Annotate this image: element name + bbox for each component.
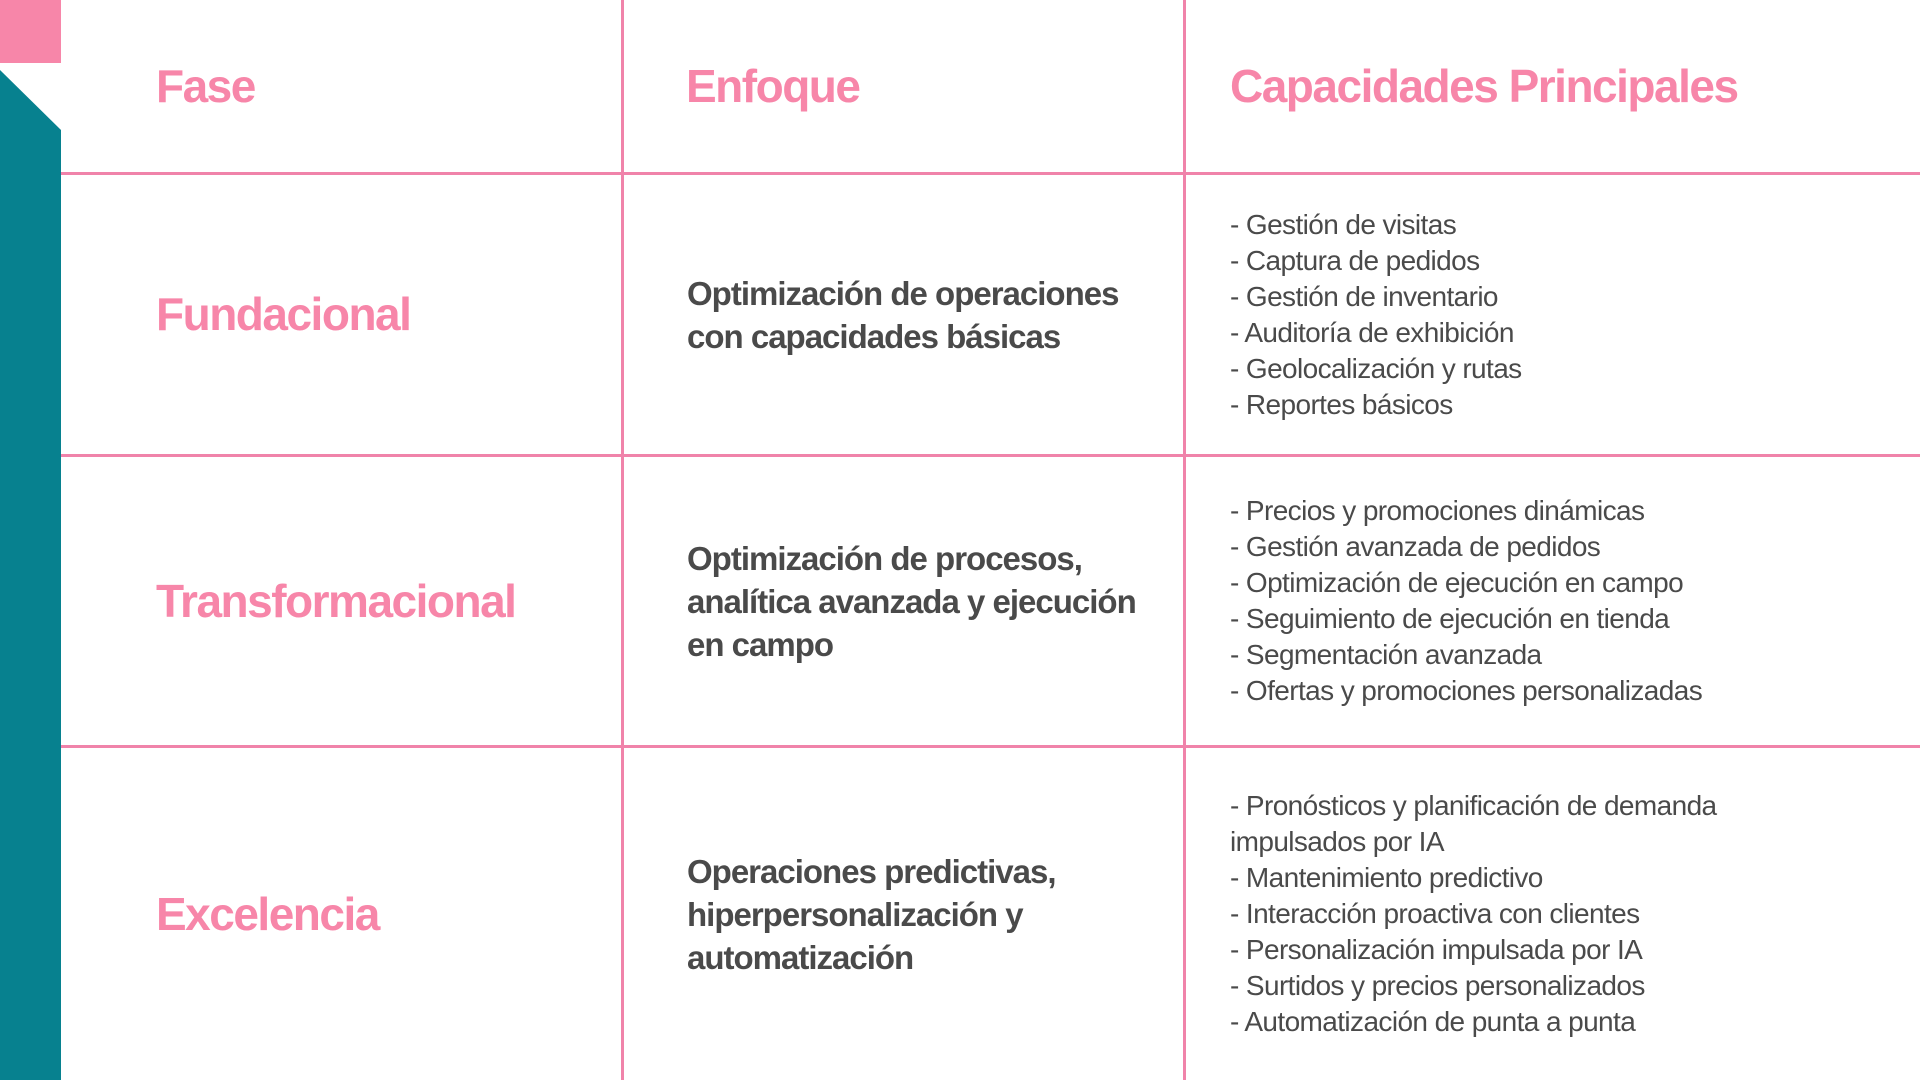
capability-item: - Captura de pedidos	[1230, 244, 1480, 276]
capability-item: - Automatización de punta a punta	[1230, 1006, 1636, 1037]
capability-item: - Gestión avanzada de pedidos	[1230, 531, 1601, 562]
capabilities-list	[1230, 493, 1900, 709]
capability-item: - Geolocalización y rutas	[1230, 352, 1522, 384]
capability-item: - Gestión de inventario	[1230, 280, 1498, 312]
capability-item: - Interacción proactiva con clientes	[1230, 898, 1640, 929]
capability-item: - Auditoría de exhibición	[1230, 316, 1514, 348]
capability-item: - Segmentación avanzada	[1230, 639, 1542, 670]
capabilities-list	[1230, 207, 1900, 423]
header-focus: Enfoque	[686, 59, 860, 112]
capability-item: - Mantenimiento predictivo	[1230, 862, 1543, 893]
pink-corner-decoration	[0, 0, 61, 63]
focus-cell-2	[687, 457, 1167, 745]
teal-side-band	[0, 70, 61, 1080]
header-phase: Fase	[156, 59, 255, 112]
capability-item: - Precios y promociones dinámicas	[1230, 495, 1645, 526]
capabilities-cell-2	[1230, 457, 1900, 745]
focus-description: Optimización de operaciones con capacidades básicas	[687, 274, 1119, 355]
column-divider-2	[1183, 0, 1186, 1080]
capabilities-cell-3	[1230, 748, 1790, 1080]
focus-description: Operaciones predictivas, hiperpersonalización y automatización	[687, 852, 1056, 976]
capabilities-cell-1	[1230, 175, 1900, 454]
capability-item: - Optimización de ejecución en campo	[1230, 567, 1684, 598]
capability-item: - Pronósticos y planificación de demanda impulsados por IA	[1230, 790, 1717, 857]
capability-item: - Gestión de visitas	[1230, 208, 1457, 240]
header-cell-capabilities	[1230, 0, 1910, 172]
capability-item: - Personalización impulsada por IA	[1230, 934, 1643, 965]
capability-item: - Ofertas y promociones personalizadas	[1230, 675, 1703, 706]
capabilities-list	[1230, 788, 1790, 1040]
focus-cell-1	[687, 175, 1157, 454]
focus-cell-3	[687, 748, 1157, 1080]
column-divider-1	[621, 0, 624, 1080]
focus-description: Optimización de procesos, analítica avanzada y ejecución en campo	[687, 539, 1136, 663]
phase-name: Excelencia	[156, 887, 379, 940]
phase-name: Fundacional	[156, 288, 411, 341]
phase-cell-1	[156, 175, 606, 454]
header-cell-focus	[686, 0, 1166, 172]
phase-name: Transformacional	[156, 574, 516, 627]
phase-cell-3	[156, 748, 606, 1080]
capability-item: - Seguimiento de ejecución en tienda	[1230, 603, 1670, 634]
header-capabilities: Capacidades Principales	[1230, 59, 1738, 112]
capability-item: - Reportes básicos	[1230, 388, 1453, 420]
phase-cell-2	[156, 457, 606, 745]
header-cell-phase	[156, 0, 606, 172]
capability-item: - Surtidos y precios personalizados	[1230, 970, 1645, 1001]
